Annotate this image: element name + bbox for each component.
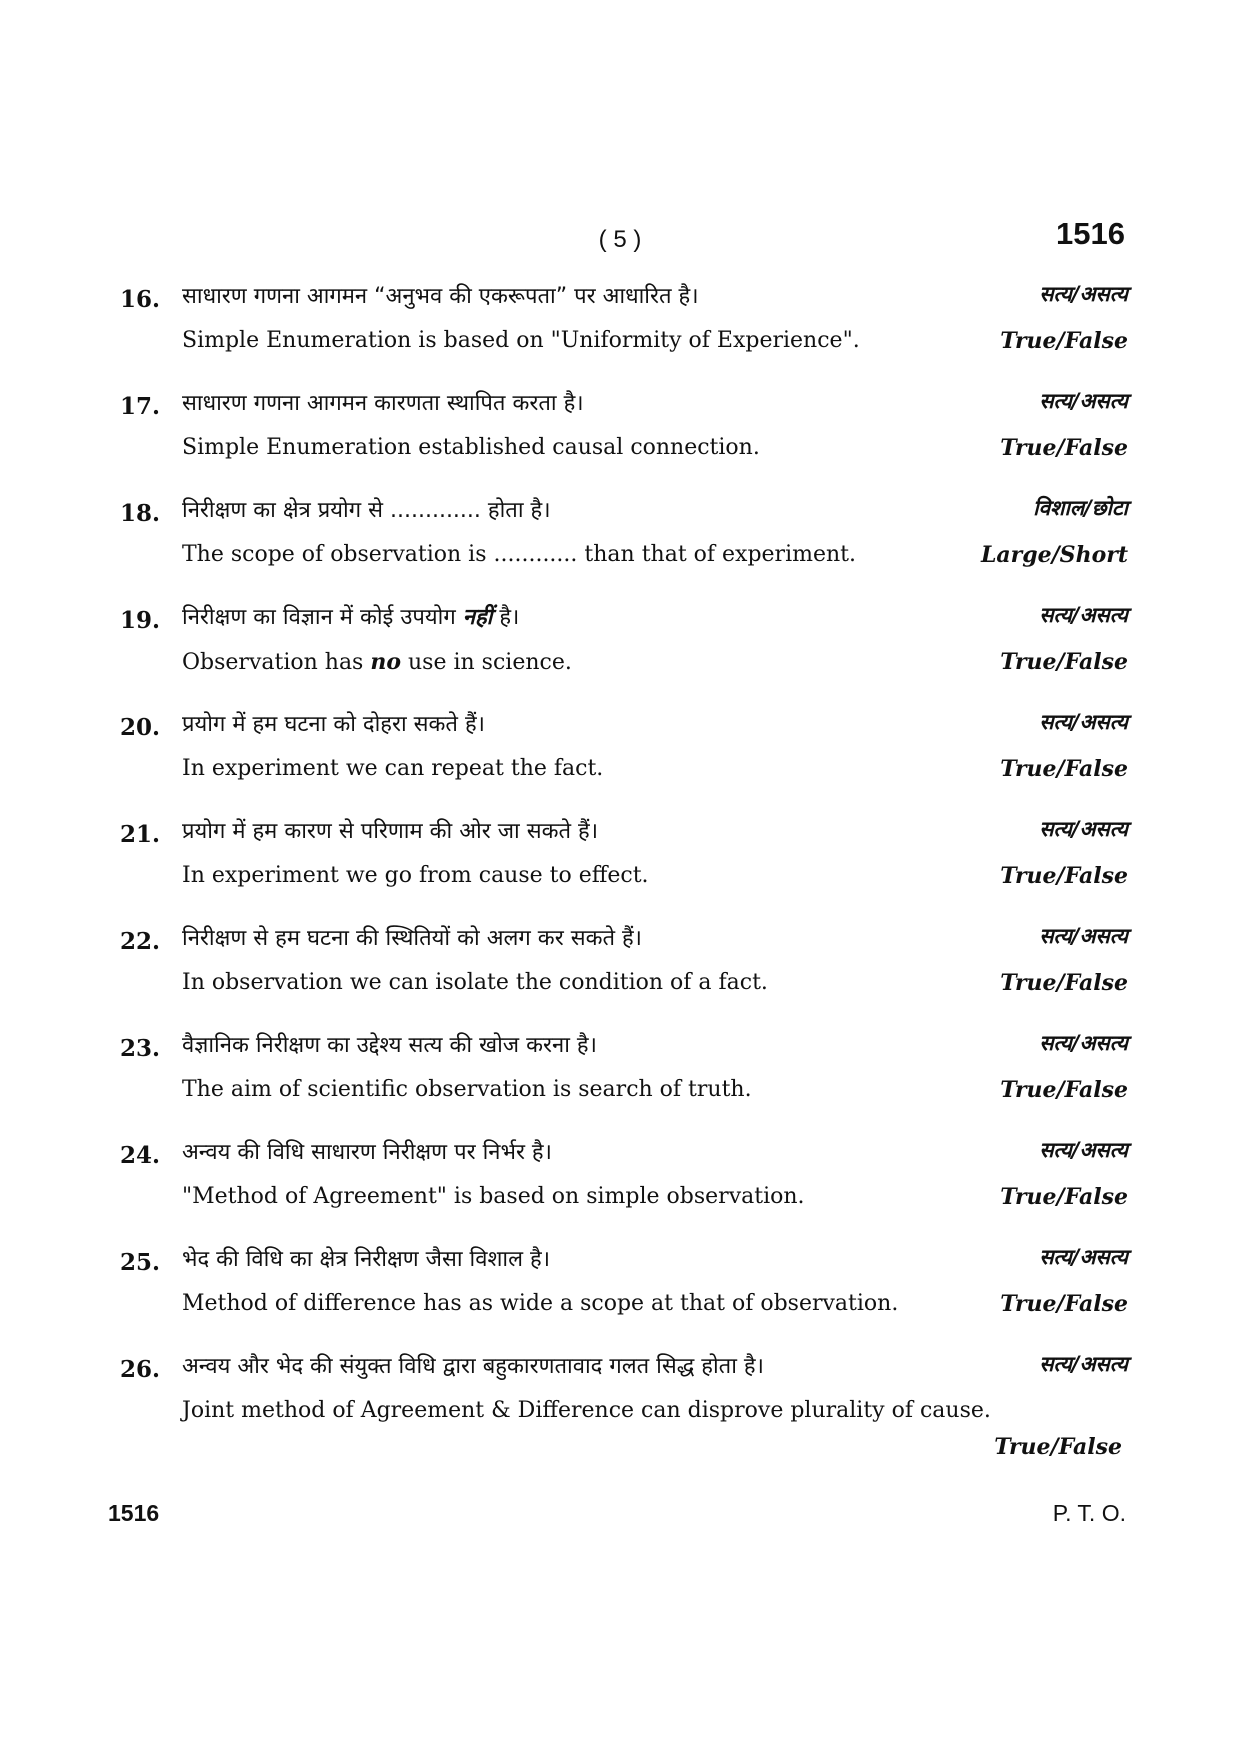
question-text-english: Joint method of Agreement & Difference can disprove plurality of cause. — [182, 1398, 991, 1423]
answer-options-hindi: सत्य/असत्य — [1039, 924, 1128, 948]
question-text-english: Method of difference has as wide a scope at that of observation. — [182, 1291, 899, 1316]
question-number: 19. — [120, 607, 161, 634]
question-19 — [0, 599, 1240, 699]
answer-options-english: True/False — [1000, 970, 1128, 996]
question-24 — [0, 1134, 1240, 1234]
answer-options-english: True/False — [1000, 1184, 1128, 1210]
question-text-hindi: निरीक्षण का क्षेत्र प्रयोग से ............. होता है। — [182, 498, 551, 523]
question-number: 17. — [120, 393, 161, 420]
question-text-english: In experiment we go from cause to effect. — [182, 863, 649, 888]
answer-options-english: True/False — [1000, 863, 1128, 889]
english-emphasis: no — [370, 649, 402, 675]
paper-code-header: 1516 — [1056, 216, 1125, 251]
answer-options-english: True/False — [1000, 328, 1128, 354]
question-text-hindi: प्रयोग में हम घटना को दोहरा सकते हैं। — [182, 712, 485, 737]
answer-options-english: True/False — [994, 1434, 1122, 1460]
question-text-english — [182, 649, 572, 675]
page-number: ( 5 ) — [598, 226, 642, 253]
question-21 — [0, 813, 1240, 913]
hindi-text-end: है। — [492, 605, 520, 630]
question-18 — [0, 492, 1240, 592]
question-number: 20. — [120, 714, 161, 741]
answer-options-hindi: सत्य/असत्य — [1039, 817, 1128, 841]
paper-code-footer: 1516 — [108, 1500, 160, 1526]
question-text-hindi: वैज्ञानिक निरीक्षण का उद्देश्य सत्य की खोज करना है। — [182, 1033, 597, 1058]
question-text-english: Simple Enumeration established causal connection. — [182, 435, 760, 460]
question-text-hindi: प्रयोग में हम कारण से परिणाम की ओर जा सकते हैं। — [182, 819, 599, 844]
question-26 — [0, 1348, 1240, 1460]
question-17 — [0, 385, 1240, 485]
question-text-english: The aim of scientific observation is search of truth. — [182, 1077, 752, 1102]
answer-options-hindi: सत्य/असत्य — [1039, 1245, 1128, 1269]
question-25 — [0, 1241, 1240, 1341]
question-text-english: Simple Enumeration is based on "Uniformity of Experience". — [182, 328, 860, 353]
please-turn-over: P. T. O. — [1052, 1500, 1126, 1526]
answer-options-hindi: सत्य/असत्य — [1039, 1352, 1128, 1376]
question-text-hindi: अन्वय की विधि साधारण निरीक्षण पर निर्भर है। — [182, 1140, 552, 1165]
question-number: 25. — [120, 1249, 161, 1276]
answer-options-english: True/False — [1000, 435, 1128, 461]
question-20 — [0, 706, 1240, 806]
question-23 — [0, 1027, 1240, 1127]
answer-options-hindi: सत्य/असत्य — [1039, 282, 1128, 306]
question-text-english: "Method of Agreement" is based on simple observation. — [182, 1184, 805, 1209]
english-text-start: Observation has — [182, 650, 371, 675]
question-text-hindi: निरीक्षण से हम घटना की स्थितियों को अलग कर सकते हैं। — [182, 926, 643, 951]
question-number: 24. — [120, 1142, 161, 1169]
answer-options-english: True/False — [1000, 649, 1128, 675]
question-text-hindi: साधारण गणना आगमन “अनुभव की एकरूपता” पर आधारित है। — [182, 284, 699, 309]
answer-options-hindi: सत्य/असत्य — [1039, 603, 1128, 627]
question-text-english: In experiment we can repeat the fact. — [182, 756, 604, 781]
answer-options-hindi: सत्य/असत्य — [1039, 389, 1128, 413]
question-text-english: The scope of observation is ............ than that of experiment. — [182, 542, 856, 567]
answer-options-hindi: विशाल/छोटा — [1033, 496, 1128, 520]
question-text-english: In observation we can isolate the condition of a fact. — [182, 970, 768, 995]
answer-options-hindi: सत्य/असत्य — [1039, 1138, 1128, 1162]
question-number: 21. — [120, 821, 161, 848]
question-text-hindi: भेद की विधि का क्षेत्र निरीक्षण जैसा विशाल है। — [182, 1247, 551, 1272]
answer-options-english: Large/Short — [980, 542, 1128, 568]
question-22 — [0, 920, 1240, 1020]
question-text-hindi: अन्वय और भेद की संयुक्त विधि द्वारा बहुकारणतावाद गलत सिद्ध होता है। — [182, 1354, 764, 1379]
answer-options-english: True/False — [1000, 756, 1128, 782]
english-text-end: use in science. — [401, 650, 572, 675]
question-16 — [0, 278, 1240, 378]
answer-options-hindi: सत्य/असत्य — [1039, 710, 1128, 734]
question-number: 16. — [120, 286, 161, 313]
answer-options-english: True/False — [1000, 1291, 1128, 1317]
question-number: 26. — [120, 1356, 161, 1383]
question-text-hindi — [182, 601, 519, 631]
hindi-text-start: निरीक्षण का विज्ञान में कोई उपयोग — [182, 605, 463, 630]
question-number: 22. — [120, 928, 161, 955]
answer-options-hindi: सत्य/असत्य — [1039, 1031, 1128, 1055]
question-text-hindi: साधारण गणना आगमन कारणता स्थापित करता है। — [182, 391, 584, 416]
question-number: 23. — [120, 1035, 161, 1062]
answer-options-english: True/False — [1000, 1077, 1128, 1103]
hindi-emphasis: नहीं — [462, 605, 493, 630]
question-number: 18. — [120, 500, 161, 527]
